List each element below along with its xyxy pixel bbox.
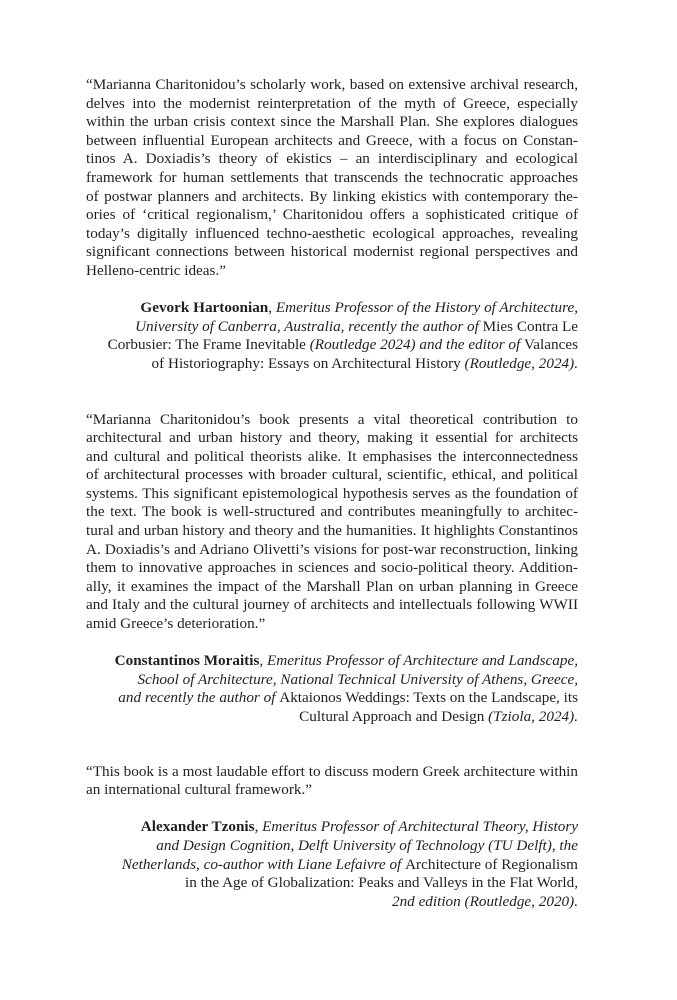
- quote-line: delves into the modernist reinterpretation of the myth of Greece, especially: [86, 94, 578, 112]
- publication-info: (Routledge, 2024).: [464, 354, 578, 372]
- publication-info: (Routledge 2024) and the editor of: [309, 336, 525, 354]
- author-title: , Emeritus Professor of the History of Architecture,: [268, 299, 578, 317]
- author-name: Alexander Tzonis: [140, 818, 255, 836]
- spacer: [86, 727, 578, 763]
- quote-line: “This book is a most laudable effort to discuss modern Greek architecture within: [86, 762, 578, 780]
- quote-line: tural and urban history and theory and the humanities. It highlights Constantinos: [86, 522, 578, 540]
- author-title: , Emeritus Professor of Architectural Theory, History: [254, 818, 578, 836]
- author-affiliation: and recently the author of: [118, 689, 280, 707]
- author-affiliation: University of Canberra, Australia, recently the author of: [135, 317, 483, 335]
- quote-line: architectural and urban history and theory, making it essential for architects: [86, 429, 578, 447]
- endorsement-moraitis: [86, 411, 578, 727]
- quote-line: today’s digitally influenced techno-aesthetic ecological approaches, revealing: [86, 224, 578, 242]
- quote-line: them to innovative approaches in sciences and socio-political theory. Addition-: [86, 559, 578, 577]
- quote-line: A. Doxiadis’s and Adriano Olivetti’s visions for post-war reconstruction, linking: [86, 540, 578, 558]
- quote-line: and cultural and political theorists alike. It emphasises the interconnectedness: [86, 447, 578, 465]
- quote-line: the text. The book is well-structured and contributes meaningfully to architec-: [86, 503, 578, 521]
- quote-line: ories of ‘critical regionalism,’ Charitonidou offers a sophisticated critique of: [86, 206, 578, 224]
- endorsement-hartoonian: [86, 76, 578, 374]
- author-title: , Emeritus Professor of Architecture and Landscape,: [259, 652, 578, 670]
- author-affiliation: Netherlands, co-author with Liane Lefaivre of: [121, 855, 406, 873]
- spacer: [86, 374, 578, 411]
- publication-info: 2nd edition (Routledge, 2020).: [391, 892, 578, 910]
- publication-info: (Tziola, 2024).: [488, 708, 578, 725]
- quote-line: systems. This significant epistemological hypothesis serves as the foundation of: [86, 484, 578, 502]
- quote-line: tinos A. Doxiadis’s theory of ekistics – an interdisciplinary and ecological: [86, 150, 578, 168]
- quote-line: and Italy and the cultural journey of architects and intellectuals following WWII: [86, 596, 578, 614]
- quote-line: within the urban crisis context since the Marshall Plan. She explores dialogues: [86, 113, 578, 131]
- author-affiliation: and Design Cognition, Delft University of Technology (TU Delft), the: [156, 836, 578, 854]
- author-name: Constantinos Moraitis: [114, 652, 260, 670]
- endorsement-attribution: [86, 818, 578, 911]
- endorsements-page: [86, 76, 578, 911]
- endorsement-tzonis: [86, 763, 578, 912]
- book-title: in the Age of Globalization: Peaks and Valleys in the Flat World,: [184, 874, 578, 892]
- quote-line: of postwar planners and architects. By linking ekistics with contemporary the-: [86, 187, 578, 205]
- quote-line: “Marianna Charitonidou’s book presents a vital theoretical contribution to: [86, 410, 578, 428]
- quote-line: of architectural processes with broader cultural, scientific, ethical, and political: [86, 466, 578, 484]
- quote-line: Helleno-centric ideas.”: [86, 261, 226, 279]
- endorsement-quote: [86, 763, 578, 819]
- endorsement-attribution: [86, 652, 578, 726]
- quote-line: framework for human settlements that transcends the technocratic approaches: [86, 168, 578, 186]
- book-title: Valances: [524, 336, 578, 354]
- quote-line: ally, it examines the impact of the Marshall Plan on urban planning in Greece: [86, 577, 578, 595]
- quote-line: “Marianna Charitonidou’s scholarly work, based on extensive archival research,: [86, 76, 578, 93]
- book-title: of Historiography: Essays on Architectural History: [151, 354, 465, 372]
- book-title: Aktaionos Weddings: Texts on the Landscape, its: [279, 689, 578, 707]
- quote-line: an international cultural framework.”: [86, 781, 313, 799]
- book-title: Architecture of Regionalism: [405, 855, 578, 873]
- quote-line: amid Greece’s deterioration.”: [86, 615, 266, 633]
- endorsement-quote: [86, 76, 578, 299]
- book-title: Mies Contra Le: [482, 317, 578, 335]
- quote-line: significant connections between historical modernist regional perspectives and: [86, 243, 578, 261]
- book-title: Cultural Approach and Design: [299, 708, 489, 725]
- endorsement-attribution: [86, 299, 578, 373]
- book-title: Corbusier: The Frame Inevitable: [107, 336, 310, 354]
- endorsement-quote: [86, 411, 578, 653]
- quote-line: between influential European architects and Greece, with a focus on Constan-: [86, 131, 578, 149]
- author-name: Gevork Hartoonian: [140, 299, 269, 317]
- author-affiliation: School of Architecture, National Technical University of Athens, Greece,: [137, 670, 578, 688]
